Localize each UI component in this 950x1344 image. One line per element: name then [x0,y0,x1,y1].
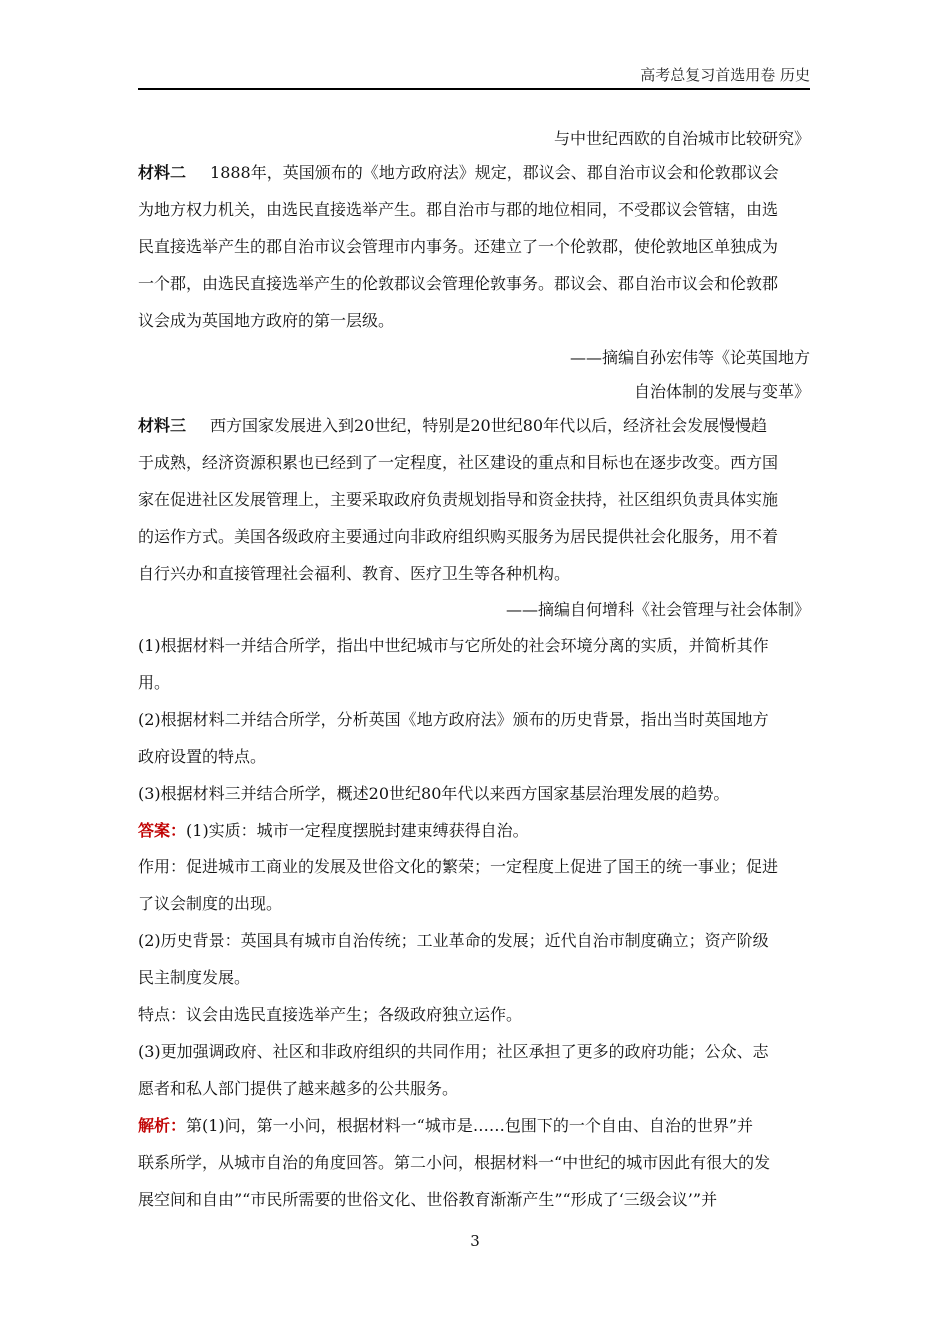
answer-line: 愿者和私人部门提供了越来越多的公共服务。 [138,1079,459,1098]
source-citation: ——摘编自何增科《社会管理与社会体制》 [505,600,810,619]
analysis-line [138,1112,810,1140]
text-line: 一个郡，由选民直接选举产生的伦敦郡议会管理伦敦事务。郡议会、郡自治市议会和伦敦郡 [138,274,779,293]
page-header [138,64,810,90]
text-line: 议会成为英国地方政府的第一层级。 [138,311,395,330]
answer-line: (3)更加强调政府、社区和非政府组织的共同作用；社区承担了更多的政府功能；公众、志 [138,1042,769,1061]
text-line: 于成熟，经济资源积累也已经到了一定程度，社区建设的重点和目标也在逐步改变。西方国 [138,453,779,472]
text-line: 西方国家发展进入到20世纪，特别是20世纪80年代以后，经济社会发展慢慢趋 [210,416,768,435]
analysis-line: 展空间和自由”“市民所需要的世俗文化、世俗教育渐渐产生”“形成了‘三级会议’”并 [138,1190,718,1209]
source-citation: ——摘编自孙宏伟等《论英国地方 [569,348,810,367]
answer-line: (2)历史背景：英国具有城市自治传统；工业革命的发展；近代自治市制度确立；资产阶级 [138,931,769,950]
text-line: 家在促进社区发展管理上，主要采取政府负责规划指导和资金扶持，社区组织负责具体实施 [138,490,779,509]
text-line: 的运作方式。美国各级政府主要通过向非政府组织购买服务为居民提供社会化服务，用不着 [138,527,779,546]
answer-line: 特点：议会由选民直接选举产生；各级政府独立运作。 [138,1005,523,1024]
analysis-text: 第(1)问，第一小问，根据材料一“城市是……包围下的一个自由、自治的世界”并 [186,1116,754,1135]
answer-line: 作用：促进城市工商业的发展及世俗文化的繁荣；一定程度上促进了国王的统一事业；促进 [138,857,779,876]
source-citation: 自治体制的发展与变革》 [633,382,810,401]
analysis-label: 解析： [138,1116,187,1135]
text-line: 自行兴办和直接管理社会福利、教育、医疗卫生等各种机构。 [138,564,571,583]
material-paragraph [138,159,810,187]
question-line: 政府设置的特点。 [138,747,267,766]
question-line: (3)根据材料三并结合所学，概述20世纪80年代以来西方国家基层治理发展的趋势。 [138,784,730,803]
answer-line: 了议会制度的出现。 [138,894,283,913]
question-line: 用。 [138,673,171,692]
answer-line [138,817,810,845]
text-line: 为地方权力机关，由选民直接选举产生。郡自治市与郡的地位相同，不受郡议会管辖，由选 [138,200,779,219]
analysis-line: 联系所学，从城市自治的角度回答。第二小问，根据材料一“中世纪的城市因此有很大的发 [138,1153,771,1172]
material-paragraph [138,412,810,440]
question-line: (1)根据材料一并结合所学，指出中世纪城市与它所处的社会环境分离的实质，并简析其作 [138,636,769,655]
text-line: 1888年，英国颁布的《地方政府法》规定，郡议会、郡自治市议会和伦敦郡议会 [210,163,779,182]
answer-text: (1)实质：城市一定程度摆脱封建束缚获得自治。 [186,821,529,840]
material-label: 材料二 [138,163,187,182]
text-line: 民直接选举产生的郡自治市议会管理市内事务。还建立了一个伦敦郡，使伦敦地区单独成为 [138,237,779,256]
answer-line: 民主制度发展。 [138,968,251,987]
material-label: 材料三 [138,416,187,435]
answer-label: 答案： [138,821,187,840]
page-number: 3 [470,1232,480,1250]
question-line: (2)根据材料二并结合所学，分析英国《地方政府法》颁布的历史背景，指出当时英国地方 [138,710,769,729]
header-title: 高考总复习首选用卷 历史 [640,66,810,84]
source-citation: 与中世纪西欧的自治城市比较研究》 [553,129,810,148]
